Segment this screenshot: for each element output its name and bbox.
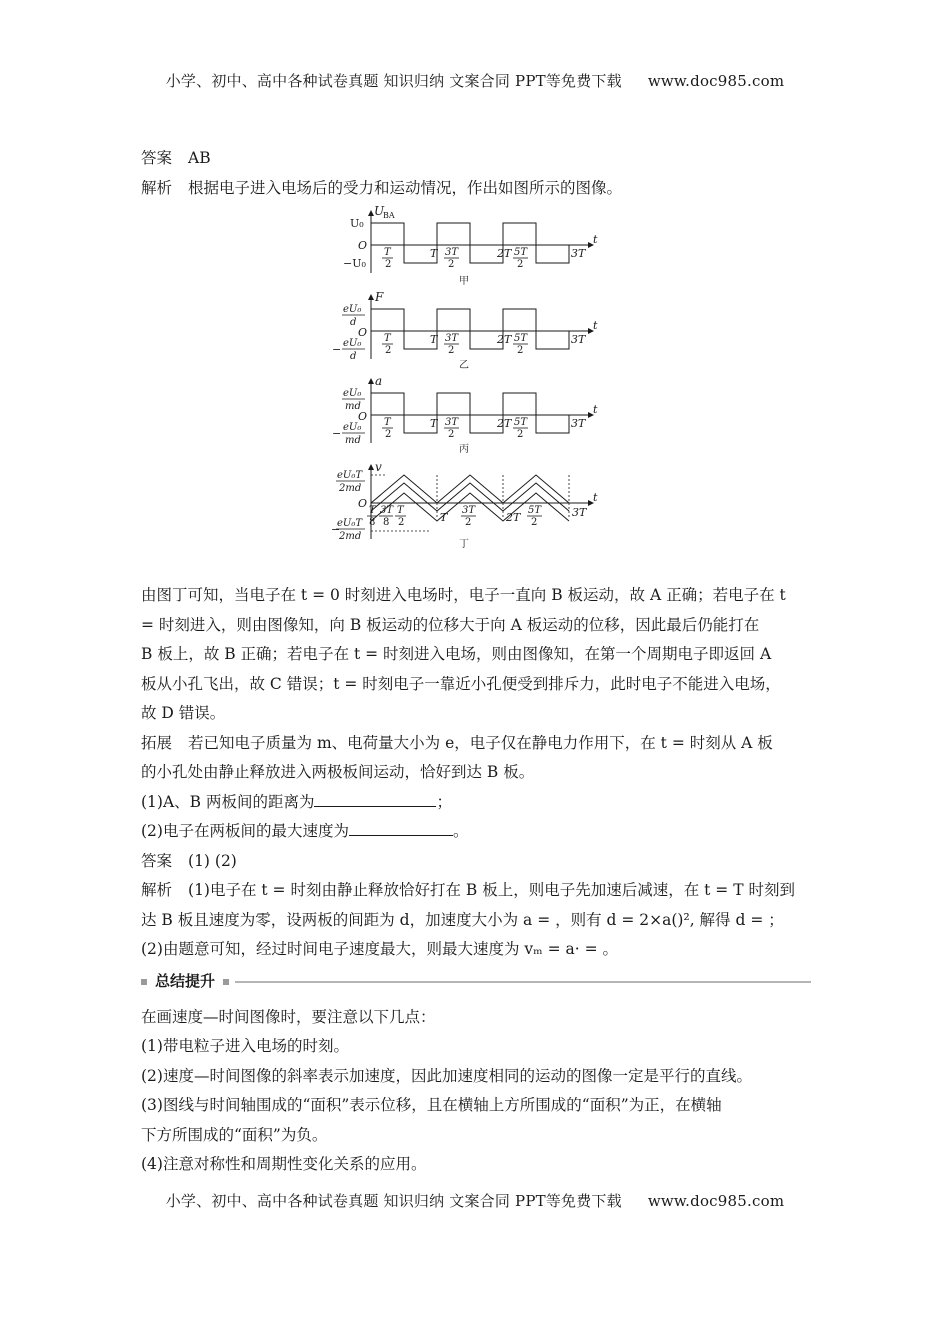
origin-label: O: [358, 410, 368, 423]
page-header: [0, 70, 950, 91]
label-top-den: md: [345, 401, 361, 412]
y-label: a: [375, 374, 383, 388]
tick-3t2-num: 3T: [445, 417, 459, 428]
tick-3t2-den: 2: [448, 345, 455, 356]
question-2: (2)电子在两板间的最大速度为: [141, 822, 349, 840]
analysis-1: [141, 174, 811, 204]
label-top-den: d: [350, 317, 357, 328]
analysis2-line3: (2)由题意可知，经过时间电子速度最大，则最大速度为 vₘ = a· = 。: [141, 940, 618, 958]
minus-sign: −: [332, 427, 342, 440]
summary-item-4: (4)注意对称性和周期性变化关系的应用。: [141, 1155, 427, 1173]
graph-bing: [332, 374, 598, 455]
summary-item-2: (2)速度—时间图像的斜率表示加速度，因此加速度相同的运动的图像一定是平行的直线。: [141, 1066, 752, 1085]
origin-label: O: [358, 239, 368, 252]
square-bullet-icon: [141, 979, 147, 985]
caption-bing: 丙: [459, 444, 469, 455]
summary-item-3b: 下方所围成的“面积”为负。: [141, 1125, 328, 1144]
answer-label: 答案: [141, 851, 173, 870]
tick-t8-num: T: [369, 505, 376, 516]
graph-ding: [331, 460, 598, 550]
caption-yi: 乙: [459, 360, 469, 371]
graph-yi: [332, 290, 598, 371]
summary-item-1: (1)带电粒子进入电场的时刻。: [141, 1037, 349, 1055]
y-label-sub: BA: [383, 211, 395, 220]
question-2-end: 。: [452, 822, 469, 840]
tick-2t: 2T: [497, 333, 512, 346]
answer-1: [141, 144, 811, 174]
label-bottom-num: eU₀T: [337, 518, 363, 529]
label-top-num: eU₀: [343, 304, 362, 315]
extension-label: 拓展: [141, 733, 173, 752]
para1-line2: = 时刻进入，则由图像知，向 B 板运动的位移大于向 A 板运动的位移，因此最后仍能打在: [141, 615, 760, 634]
answer-value: (1) (2): [188, 851, 237, 870]
tick-t2-num: T: [384, 247, 391, 258]
t-axis-label: t: [593, 491, 598, 504]
header-text: 小学、初中、高中各种试卷真题 知识归纳 文案合同 PPT等免费下载: [165, 72, 622, 90]
tick-t2-den: 2: [385, 429, 392, 440]
tick-3t: 3T: [571, 247, 586, 260]
tick-t: T: [430, 247, 438, 260]
square-wave: [371, 309, 569, 349]
tick-2t: 2T: [497, 247, 512, 260]
tick-5t2-den: 2: [517, 345, 524, 356]
analysis-text: 根据电子进入电场后的受力和运动情况，作出如图所示的图像。: [188, 178, 623, 197]
caption-ding: 丁: [459, 539, 469, 550]
summary-intro: 在画速度—时间图像时，要注意以下几点：: [141, 1007, 436, 1026]
y-label: v: [375, 460, 382, 474]
tick-5t2-den: 2: [517, 259, 524, 270]
label-bottom-den: md: [345, 435, 361, 446]
tick-3t2-num: 3T: [462, 505, 476, 516]
tick-3t2-den: 2: [465, 517, 472, 528]
para1-line5: 故 D 错误。: [141, 704, 226, 722]
y-label: F: [375, 290, 384, 304]
label-bottom-num: eU₀: [343, 338, 362, 349]
label-top-num: eU₀T: [337, 470, 363, 481]
tick-2t: 2T: [497, 417, 512, 430]
tick-3t8-den: 8: [383, 517, 390, 528]
tick-3t8-num: 3T: [380, 505, 394, 516]
question-1-blank[interactable]: [314, 792, 436, 807]
graph-jia: [343, 205, 598, 287]
summary-body: [141, 1003, 811, 1180]
label-bottom-num: eU₀: [343, 422, 362, 433]
para1-line1: 由图丁可知，当电子在 t = 0 时刻进入电场时，电子一直向 B 板运动，故 A 正确；若电子在 t: [141, 586, 786, 604]
answer-2: [141, 847, 811, 877]
analysis2-line2: 达 B 板且速度为零，设两板的间距为 d，加速度大小为 a = ，则有 d = 2×a()², 解得 d = ；: [141, 910, 784, 929]
tick-2t: 2T: [506, 511, 521, 524]
label-top-den: 2md: [339, 483, 362, 494]
tick-t2-den: 2: [385, 259, 392, 270]
origin-label: O: [358, 497, 368, 510]
extension-block: [141, 729, 811, 847]
y-label: U: [374, 205, 385, 218]
question-1: (1)A、B 两板间的距离为: [141, 792, 315, 811]
answer-label: 答案: [141, 149, 173, 167]
square-wave: [371, 223, 569, 263]
analysis-label: 解析: [141, 178, 173, 197]
tick-3t2-num: 3T: [445, 333, 459, 344]
minus-sign: −: [332, 343, 342, 356]
tick-t2-den: 2: [398, 517, 405, 528]
tick-t: T: [440, 511, 448, 524]
label-top-num: eU₀: [343, 388, 362, 399]
square-bullet-icon: [223, 979, 229, 985]
label-bottom-den: d: [350, 351, 357, 362]
tick-3t: 3T: [571, 417, 586, 430]
tick-3t: 3T: [571, 333, 586, 346]
analysis-para-1: [141, 581, 811, 729]
analysis-2: [141, 876, 811, 965]
tick-t2-num: T: [384, 333, 391, 344]
waveform-figure: [141, 205, 811, 577]
tick-3t: 3T: [572, 506, 587, 519]
tick-3t2-den: 2: [448, 429, 455, 440]
tick-3t2-num: 3T: [445, 247, 459, 258]
square-wave: [371, 393, 569, 433]
analysis-label: 解析: [141, 881, 173, 899]
waveform-graphs: [331, 205, 621, 577]
label-neg-u0: −U₀: [343, 257, 366, 270]
question-2-blank[interactable]: [349, 821, 453, 836]
velocity-line-a: [371, 475, 569, 503]
tick-5t2-num: 5T: [528, 505, 542, 516]
minus-sign: −: [331, 523, 341, 536]
tick-t: T: [430, 333, 438, 346]
summary-item-3a: (3)图线与时间轴围成的“面积”表示位移，且在横轴上方所围成的“面积”为正，在横轴: [141, 1096, 722, 1114]
para1-line4: 板从小孔飞出，故 C 错误；t = 时刻电子一靠近小孔便受到排斥力，此时电子不能进入电场，: [141, 674, 781, 693]
t-axis-label: t: [593, 403, 598, 416]
tick-t8-den: 8: [369, 517, 376, 528]
tick-5t2-num: 5T: [514, 247, 528, 258]
tick-5t2-num: 5T: [514, 333, 528, 344]
header-site[interactable]: www.doc985.com: [647, 72, 785, 90]
tick-5t2-den: 2: [531, 517, 538, 528]
footer-text: 小学、初中、高中各种试卷真题 知识归纳 文案合同 PPT等免费下载: [165, 1192, 622, 1210]
tick-5t2-den: 2: [517, 429, 524, 440]
summary-divider: [235, 981, 811, 983]
label-u0: U₀: [350, 217, 364, 230]
t-axis-label: t: [593, 233, 598, 246]
analysis2-line1: (1)电子在 t = 时刻由静止释放恰好打在 B 板上，则电子先加速后减速，在 t = T 时刻到: [188, 881, 795, 899]
footer-site[interactable]: www.doc985.com: [647, 1192, 785, 1210]
tick-t2-num: T: [397, 505, 404, 516]
tick-t: T: [430, 417, 438, 430]
tick-t2-num: T: [384, 417, 391, 428]
para1-line3: B 板上，故 B 正确；若电子在 t = 时刻进入电场，则由图像知，在第一个周期电子即返回 A: [141, 645, 772, 663]
label-bottom-den: 2md: [339, 531, 362, 542]
question-1-end: ；: [436, 792, 452, 811]
t-axis-label: t: [593, 319, 598, 332]
caption-jia: 甲: [459, 276, 469, 287]
answer-value: AB: [188, 149, 211, 167]
extension-line2: 的小孔处由静止释放进入两极板间运动，恰好到达 B 板。: [141, 763, 535, 781]
tick-3t2-den: 2: [448, 259, 455, 270]
summary-header: [141, 969, 811, 995]
page-footer: [0, 1190, 950, 1211]
origin-label: O: [358, 326, 368, 339]
tick-5t2-num: 5T: [514, 417, 528, 428]
extension-line1: 若已知电子质量为 m、电荷量大小为 e，电子仅在静电力作用下，在 t = 时刻从 A 板: [188, 733, 773, 752]
document-body: [141, 144, 811, 1180]
summary-title: 总结提升: [155, 971, 216, 990]
tick-t2-den: 2: [385, 345, 392, 356]
